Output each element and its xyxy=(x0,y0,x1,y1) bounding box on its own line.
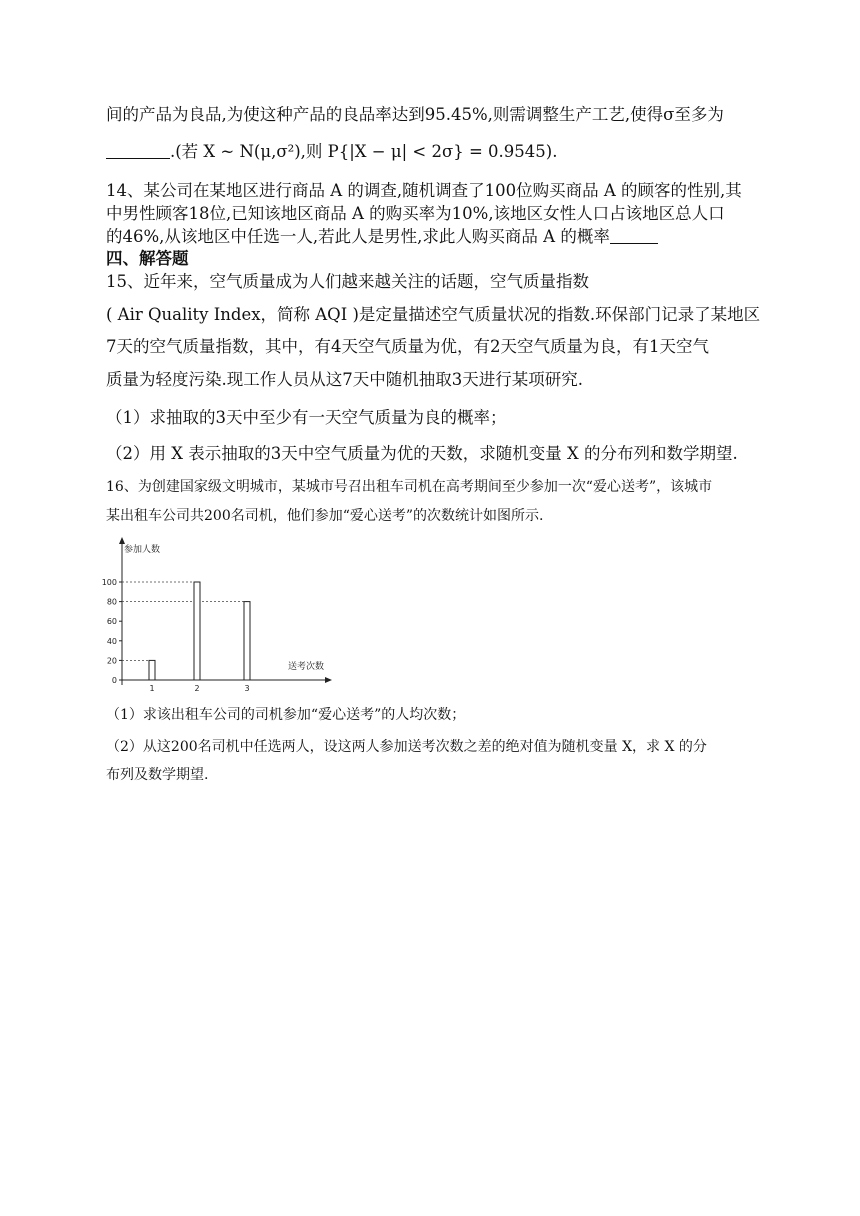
q15-text-line4: 质量为轻度污染.现工作人员从这7天中随机抽取3天进行某项研究. xyxy=(106,370,583,389)
q13-text-line2 xyxy=(106,141,557,163)
answer-blank xyxy=(610,227,658,244)
q15-text-line3: 7天的空气质量指数，其中，有4天空气质量为优，有2天空气质量为良，有1天空气 xyxy=(106,337,709,356)
q15-part2: （2）用 X 表示抽取的3天中空气质量为优的天数，求随机变量 X 的分布列和数学期望. xyxy=(106,444,738,463)
x-tick-label: 3 xyxy=(244,684,250,693)
y-tick-label: 20 xyxy=(106,656,117,666)
q16-text-line2: 某出租车公司共200名司机，他们参加“爱心送考”的次数统计如图所示. xyxy=(106,508,544,524)
q15-text-line2: ( Air Quality Index，简称 AQI )是定量描述空气质量状况的指数.环保部门记录了某地区 xyxy=(106,305,761,324)
q15-text-line1: 15、近年来，空气质量成为人们越来越关注的话题，空气质量指数 xyxy=(106,272,589,291)
x-tick-label: 2 xyxy=(194,684,200,693)
x-axis-label: 送考次数 xyxy=(288,662,325,672)
q16-part2-line2: 布列及数学期望. xyxy=(106,767,209,783)
section-title: 四、解答题 xyxy=(106,249,189,268)
x-axis-arrow xyxy=(325,677,332,683)
q14-text-line2: 中男性顾客18位,已知该地区商品 A 的购买率为10%,该地区女性人口占该地区总人口 xyxy=(106,204,725,223)
q14-text: 的46%,从该地区中任选一人,若此人是男性,求此人购买商品 A 的概率 xyxy=(106,227,610,246)
bar-1 xyxy=(149,660,155,680)
answer-blank xyxy=(106,142,170,159)
y-axis-arrow xyxy=(119,537,125,544)
q15-part1: （1）求抽取的3天中至少有一天空气质量为良的概率； xyxy=(106,408,507,427)
bar-chart xyxy=(100,535,340,695)
q14-text-line1: 14、某公司在某地区进行商品 A 的调查,随机调查了100位购买商品 A 的顾客的性别,其 xyxy=(106,181,742,200)
y-tick-label: 100 xyxy=(101,578,117,587)
y-tick-label: 80 xyxy=(106,597,117,607)
q16-part2-line1: （2）从这200名司机中任选两人，设这两人参加送考次数之差的绝对值为随机变量 X，求 X 的分 xyxy=(106,739,707,755)
q14-text-line3 xyxy=(106,226,658,248)
q16-part1: （1）求该出租车公司的司机参加“爱心送考”的人均次数； xyxy=(106,707,466,723)
bar-3 xyxy=(244,602,250,680)
bar-2 xyxy=(194,582,200,680)
y-tick-label: 40 xyxy=(106,636,117,646)
y-tick-label: 0 xyxy=(111,676,117,685)
y-axis-label: 参加人数 xyxy=(124,545,161,555)
q13-formula: .(若 X ~ N(μ,σ²),则 P{|X − μ| < 2σ} = 0.9545). xyxy=(170,142,558,161)
y-tick-label: 60 xyxy=(106,617,117,627)
q16-text-line1: 16、为创建国家级文明城市，某城市号召出租车司机在高考期间至少参加一次“爱心送考”，该城市 xyxy=(106,479,713,495)
q13-text-line1: 间的产品为良品,为使这种产品的良品率达到95.45%,则需调整生产工艺,使得σ至多为 xyxy=(106,105,724,124)
x-tick-label: 1 xyxy=(149,684,155,693)
